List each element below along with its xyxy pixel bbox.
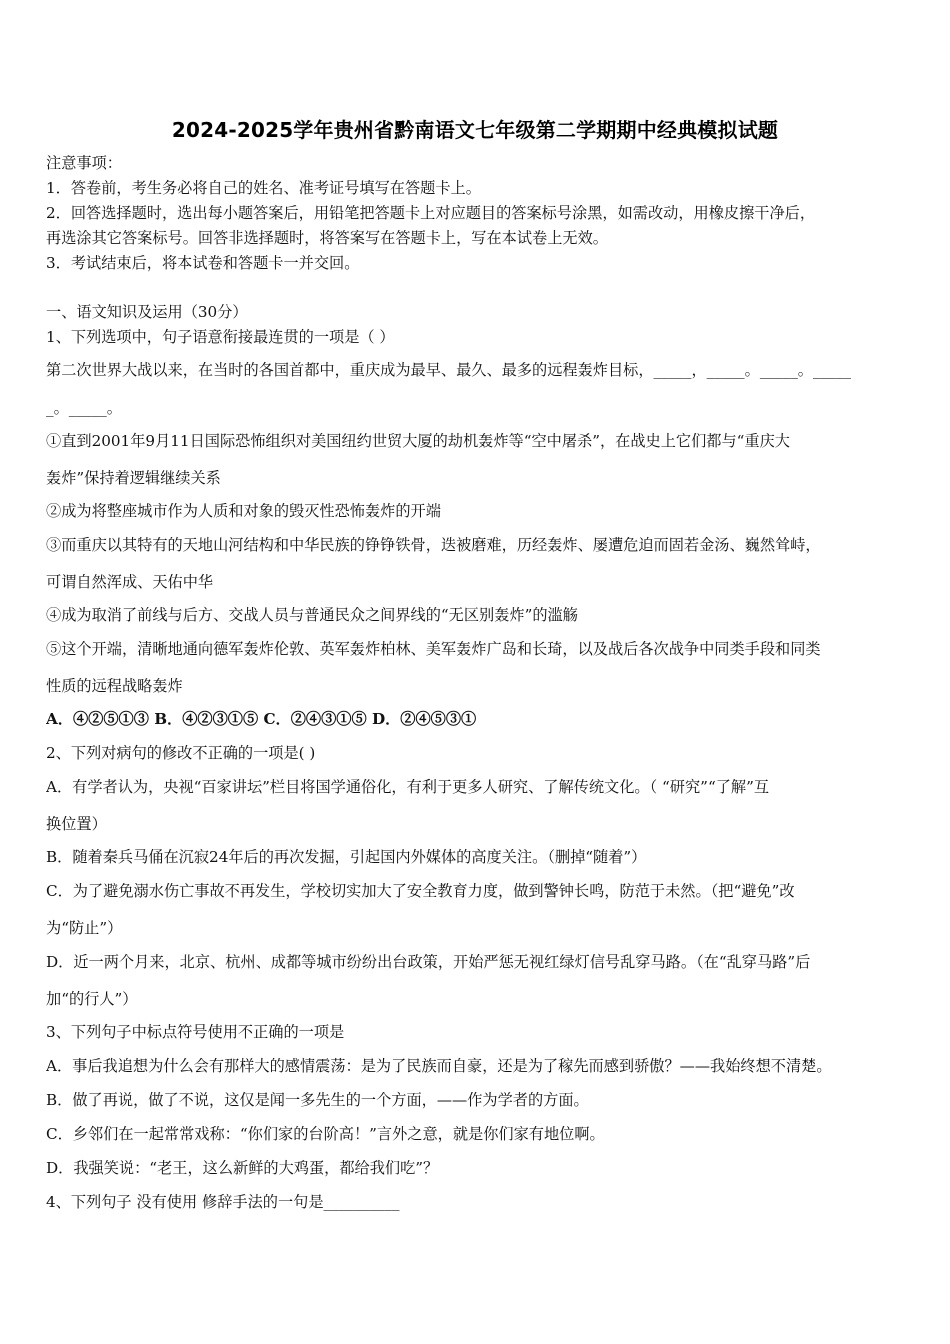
sentence-3: 可谓自然浑成、天佑中华 [46,573,214,591]
question-4-stem: 4、下列句子 没有使用 修辞手法的一句是__________ [46,1193,400,1211]
question-3-stem: 3、下列句子中标点符号使用不正确的一项是 [46,1023,345,1041]
question-2-option-a: A．有学者认为，央视“百家讲坛”栏目将国学通俗化，有利于更多人研究、了解传统文化。（ “研究”“了解”互 [46,778,770,796]
question-2-option-d: D．近一两个月来，北京、杭州、成都等城市纷纷出台政策，开始严惩无视红绿灯信号乱穿马路。（在“乱穿马路”后 [46,953,811,971]
notice-item: 2．回答选择题时，选出每小题答案后，用铅笔把答题卡上对应题目的答案标号涂黑，如需改动，用橡皮擦干净后， [46,204,816,222]
question-1-passage: _。_____。 [46,399,122,417]
question-2-option-c: 为“防止”） [46,919,123,937]
sentence-2: ②成为将整座城市作为人质和对象的毁灭性恐怖轰炸的开端 [46,502,441,520]
sentence-1: 轰炸”保持着逻辑继续关系 [46,469,221,487]
notice-item: 再选涂其它答案标号。回答非选择题时，将答案写在答题卡上，写在本试卷上无效。 [46,229,608,247]
question-2-option-d: 加“的行人”） [46,990,138,1008]
question-3-option-a: A．事后我追想为什么会有那样大的感情震荡：是为了民族而自豪，还是为了稼先而感到骄傲？——我始终想不清楚。 [46,1057,832,1075]
question-3-option-b: B．做了再说，做了不说，这仅是闻一多先生的一个方面，——作为学者的方面。 [46,1091,589,1109]
notice-item: 1．答卷前，考生务必将自己的姓名、准考证号填写在答题卡上。 [46,179,481,197]
question-1-options: A．④②⑤①③ B．④②③①⑤ C．②④③①⑤ D．②④⑤③① [46,710,477,728]
question-3-option-d: D．我强笑说：“老王，这么新鲜的大鸡蛋，都给我们吃”？ [46,1159,439,1177]
sentence-4: ④成为取消了前线与后方、交战人员与普通民众之间界线的“无区别轰炸”的滥觞 [46,606,578,624]
question-3-option-c: C．乡邻们在一起常常戏称：“你们家的台阶高！”言外之意，就是你们家有地位啊。 [46,1125,605,1143]
notice-item: 3．考试结束后，将本试卷和答题卡一并交回。 [46,254,360,272]
sentence-3: ③而重庆以其特有的天地山河结构和中华民族的铮铮铁骨，迭被磨难，历经轰炸、屡遭危迫而固若金汤、巍然耸峙， [46,536,821,554]
question-2-stem: 2、下列对病句的修改不正确的一项是( ) [46,744,316,762]
question-1-passage: 第二次世界大战以来，在当时的各国首都中，重庆成为最早、最久、最多的远程轰炸目标，_____，_____。_____。_____ [46,361,851,379]
page-title: 2024-2025学年贵州省黔南语文七年级第二学期期中经典模拟试题 [171,118,779,142]
question-2-option-b: B．随着秦兵马俑在沉寂24年后的再次发掘，引起国内外媒体的高度关注。（删掉“随着”） [46,848,647,866]
question-2-option-a: 换位置） [46,815,107,833]
sentence-1: ①直到2001年9月11日国际恐怖组织对美国纽约世贸大厦的劫机轰炸等“空中屠杀”，在战史上它们都与“重庆大 [46,432,790,450]
sentence-5: 性质的远程战略轰炸 [46,677,183,695]
question-2-option-c: C．为了避免溺水伤亡事故不再发生，学校切实加大了安全教育力度，做到警钟长鸣，防范于未然。（把“避免”改 [46,882,795,900]
question-1-stem: 1、下列选项中，句子语意衔接最连贯的一项是（ ） [46,328,395,346]
notice-heading: 注意事项： [46,154,122,172]
section-heading: 一、语文知识及运用（30分） [46,303,248,321]
sentence-5: ⑤这个开端，清晰地通向德军轰炸伦敦、英军轰炸柏林、美军轰炸广岛和长琦，以及战后各次战争中同类手段和同类 [46,640,821,658]
